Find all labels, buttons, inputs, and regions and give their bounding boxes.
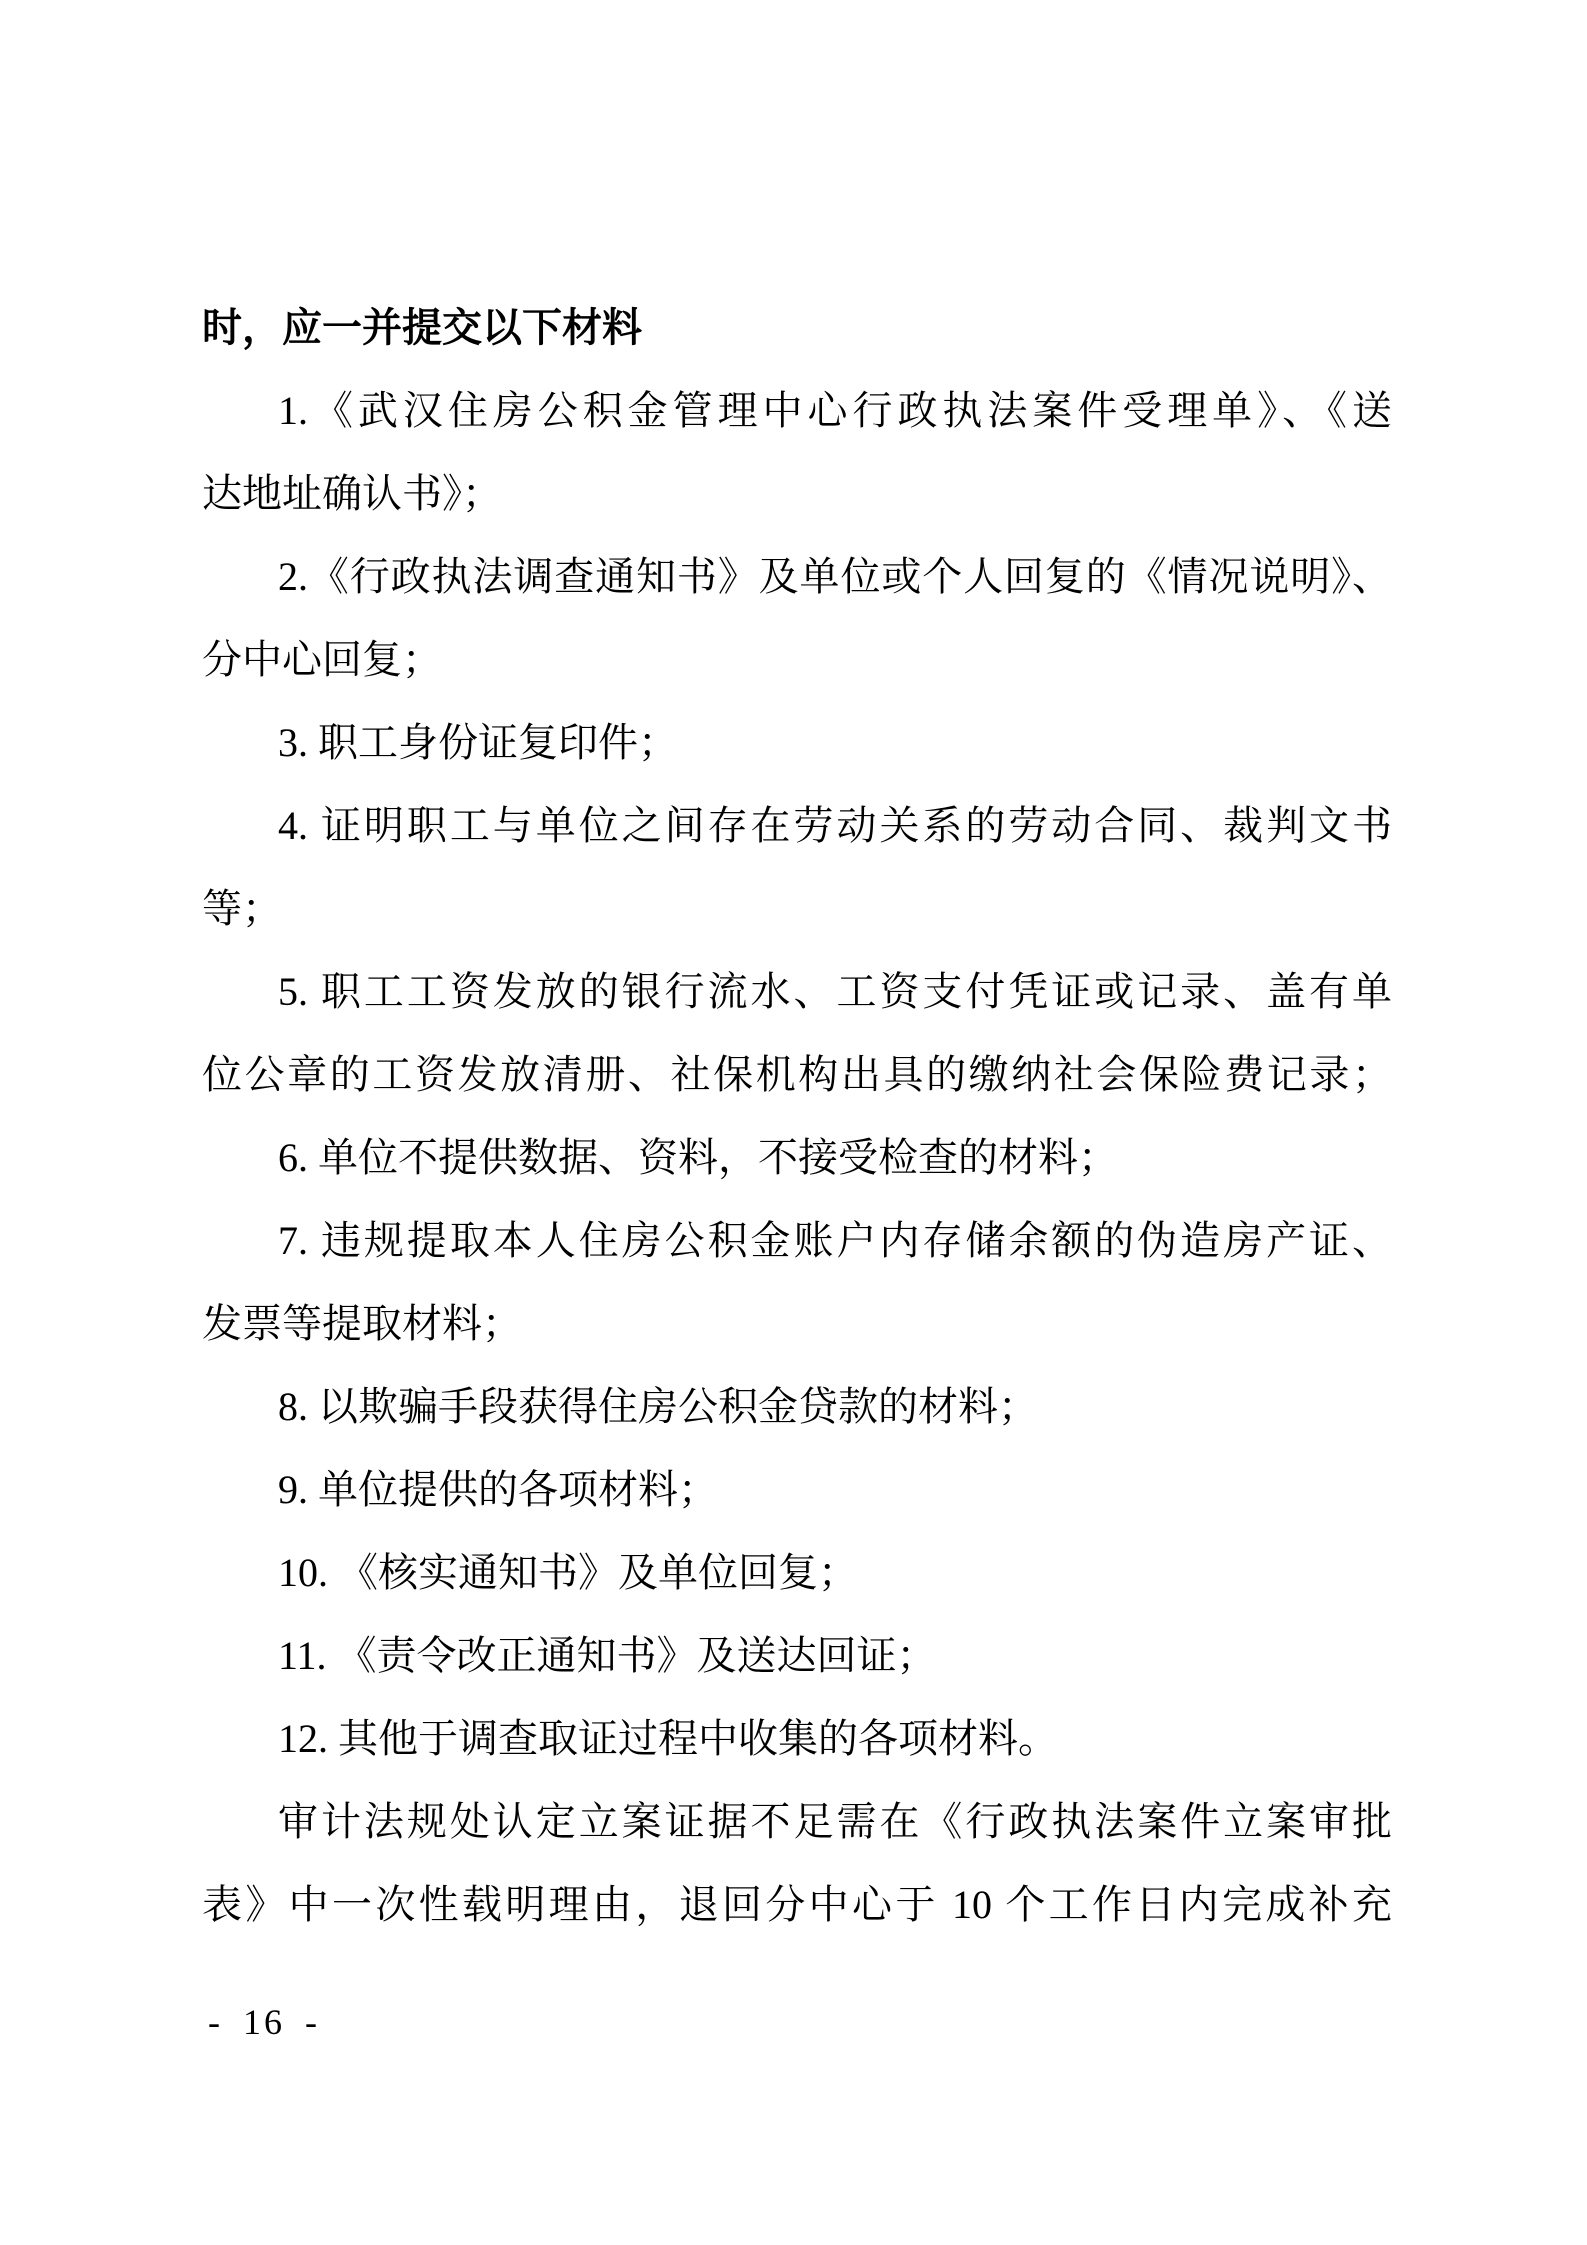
closing-paragraph-line-2: 表》中一次性载明理由，退回分中心于 10 个工作日内完成补充 (202, 1882, 1392, 1927)
list-item-4-line-1: 4. 证明职工与单位之间存在劳动关系的劳动合同、裁判文书 (278, 803, 1392, 848)
list-item-7-line-2: 发票等提取材料； (202, 1301, 522, 1346)
closing-paragraph-line-1: 审计法规处认定立案证据不足需在《行政执法案件立案审批 (278, 1799, 1392, 1844)
list-item-1-line-1: 1.《武汉住房公积金管理中心行政执法案件受理单》、《送 (278, 388, 1392, 433)
list-item-1-line-2: 达地址确认书》； (202, 471, 502, 516)
document-body (202, 286, 1392, 1946)
list-item-5-line-1: 5. 职工工资发放的银行流水、工资支付凭证或记录、盖有单 (278, 969, 1392, 1014)
list-item-2-line-2: 分中心回复； (202, 637, 442, 682)
heading-continuation-line: 时，应一并提交以下材料 (202, 305, 642, 350)
list-item-4-line-2: 等； (202, 886, 282, 931)
list-item-6: 6. 单位不提供数据、资料，不接受检查的材料； (278, 1135, 1118, 1180)
list-item-11: 11. 《责令改正通知书》及送达回证； (278, 1633, 937, 1678)
list-item-9: 9. 单位提供的各项材料； (278, 1467, 718, 1512)
list-item-8: 8. 以欺骗手段获得住房公积金贷款的材料； (278, 1384, 1038, 1429)
list-item-2-line-1: 2.《行政执法调查通知书》及单位或个人回复的《情况说明》、 (278, 554, 1392, 599)
list-item-7-line-1: 7. 违规提取本人住房公积金账户内存储余额的伪造房产证、 (278, 1218, 1392, 1263)
page-number: - 16 - (208, 2002, 320, 2042)
list-item-12: 12. 其他于调查取证过程中收集的各项材料。 (278, 1716, 1058, 1761)
list-item-3: 3. 职工身份证复印件； (278, 720, 678, 765)
list-item-10: 10. 《核实通知书》及单位回复； (278, 1550, 858, 1595)
list-item-5-line-2: 位公章的工资发放清册、社保机构出具的缴纳社会保险费记录； (202, 1052, 1392, 1097)
